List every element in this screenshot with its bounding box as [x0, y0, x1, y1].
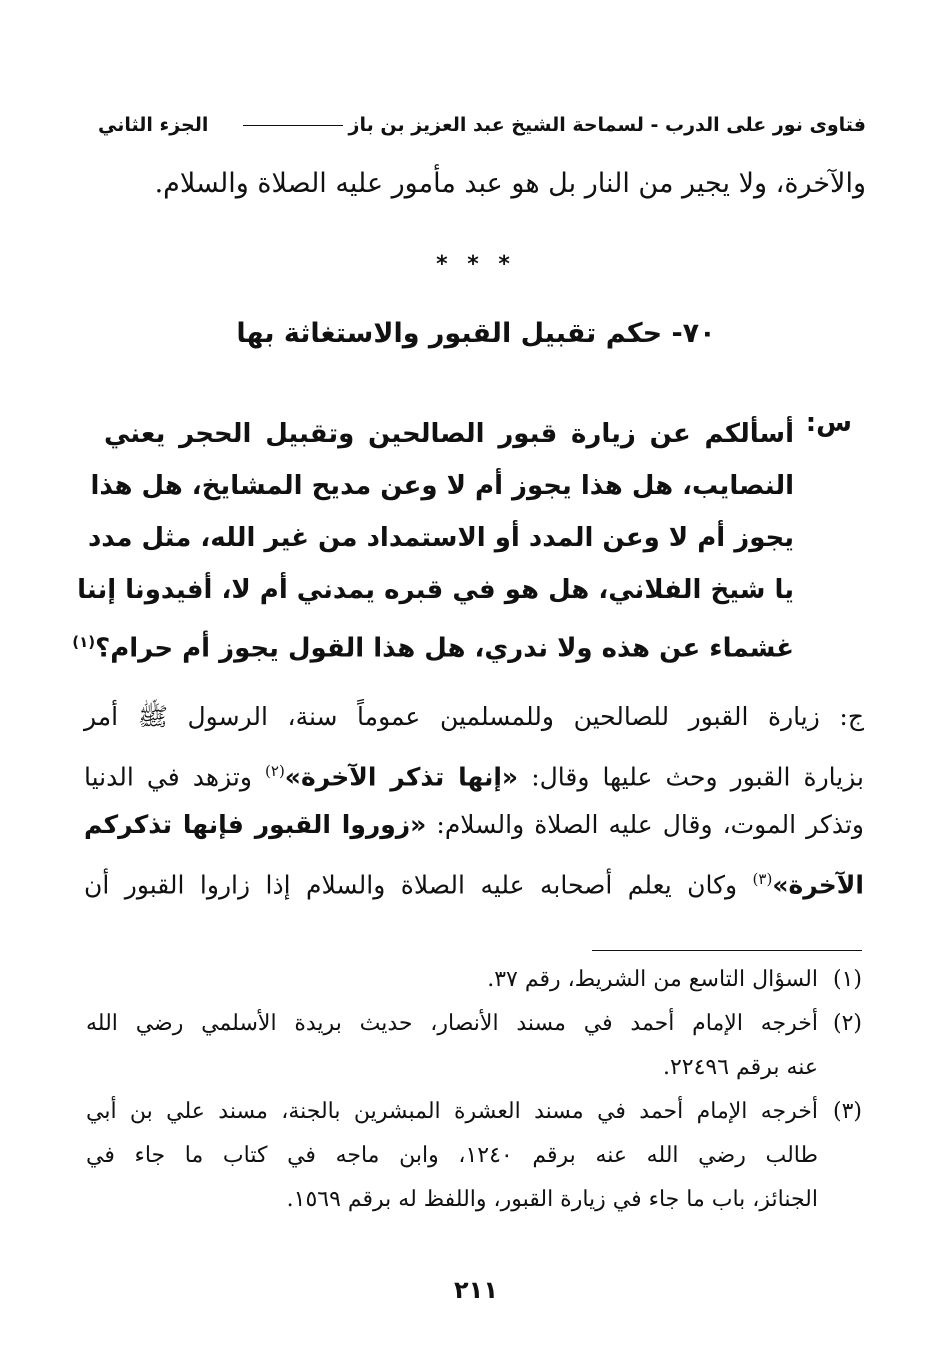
footnote-ref: (٢): [265, 762, 285, 780]
hadith-quote: «إنها تذكر الآخرة»: [284, 762, 519, 792]
footnote: [86, 1002, 862, 1090]
running-header: [98, 108, 866, 142]
question-label: س:: [805, 408, 852, 438]
footnote-ref: (١): [72, 633, 96, 651]
footnote-ref: (٣): [752, 870, 773, 888]
question-line: يجوز أم لا وعن المدد أو الاستمداد من غير الله، مثل مدد: [87, 523, 794, 553]
footnote: [86, 1090, 862, 1222]
question-line: يا شيخ الفلاني، هل هو في قبره يمدني أم لا، أفيدونا إننا: [77, 575, 794, 605]
footnote-line: أخرجه الإمام أحمد في مسند العشرة المبشرين بالجنة، مسند علي بن أبي: [86, 1099, 818, 1124]
footnote-number: (٢): [832, 1011, 862, 1036]
answer-block: [84, 690, 864, 906]
book-part-label: الجزء الثاني: [98, 114, 209, 136]
section-separator: * * *: [436, 252, 516, 277]
footnote-line: طالب رضي الله عنه برقم ١٢٤٠، وابن ماجه في كتاب ما جاء في: [86, 1143, 818, 1168]
carry-over-text: والآخرة، ولا يجير من النار بل هو عبد مأمور عليه الصلاة والسلام.: [154, 168, 866, 199]
question-text: [72, 408, 794, 668]
section-title: ٧٠- حكم تقبيل القبور والاستغاثة بها: [236, 318, 716, 349]
hadith-quote: «زوروا القبور فإنها تذكركم: [84, 810, 427, 839]
footnotes: [86, 958, 862, 1222]
answer-line: وتذكر الموت، وقال عليه الصلاة والسلام: «زوروا القبور فإنها تذكركم: [84, 810, 865, 839]
footnote-number: (١): [832, 967, 862, 992]
question-line: غشماء عن هذه ولا ندري، هل هذا القول يجوز أم حرام؟$^{(١)}$: [72, 633, 794, 664]
answer-line: ج: زيارة القبور للصالحين وللمسلمين عموماً سنة، الرسول ﷺ أمر: [84, 702, 864, 731]
book-series-title: فتاوى نور على الدرب - لسماحة الشيخ عبد العزيز بن باز: [237, 114, 866, 136]
footnote: [86, 958, 862, 1002]
question-line: أسألكم عن زيارة قبور الصالحين وتقبيل الحجر يعني: [104, 419, 794, 449]
question-line: النصايب، هل هذا يجوز أم لا وعن مديح المشايخ، هل هذا: [90, 471, 794, 501]
footnote-line: السؤال التاسع من الشريط، رقم ٣٧.: [487, 967, 818, 992]
footnote-number: (٣): [832, 1099, 862, 1124]
answer-line: الآخرة»$^{(٣)}$ وكان يعلم أصحابه عليه الصلاة والسلام إذا زاروا القبور أن: [84, 870, 864, 900]
header-rule: [243, 125, 343, 126]
page-number: ٢١١: [454, 1276, 498, 1304]
footnote-line: عنه برقم ٢٢٤٩٦.: [662, 1055, 818, 1080]
answer-line: بزيارة القبور وحث عليها وقال: «إنها تذكر الآخرة»$^{(٢)}$ وتزهد في الدنيا: [84, 762, 864, 792]
footnote-line: الجنائز، باب ما جاء في زيارة القبور، واللفظ له برقم ١٥٦٩.: [286, 1187, 818, 1212]
hadith-quote: الآخرة»: [772, 870, 864, 900]
footnote-rule: [592, 950, 862, 951]
footnote-line: أخرجه الإمام أحمد في مسند الأنصار، حديث بريدة الأسلمي رضي الله: [86, 1011, 818, 1036]
